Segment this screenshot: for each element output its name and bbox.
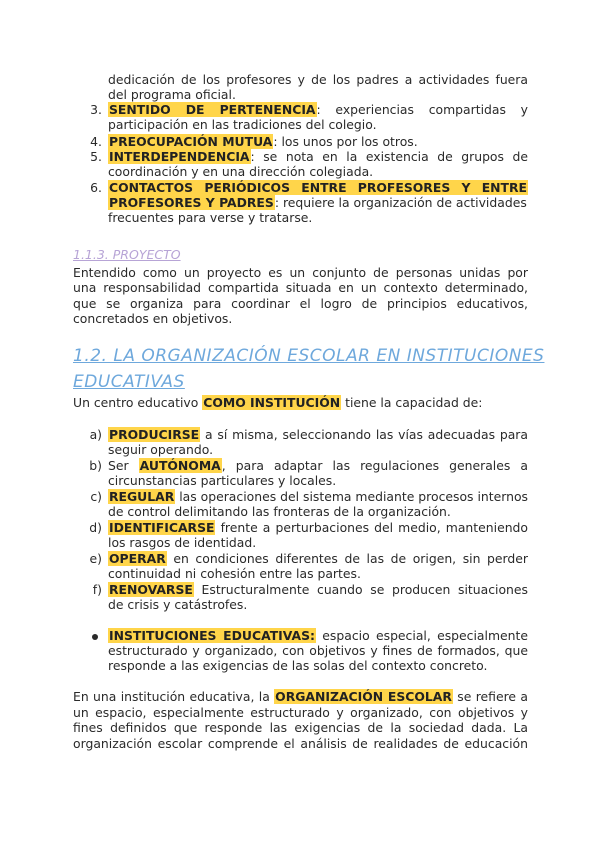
list-letter: c) (90, 489, 102, 504)
highlighted-term: PREOCUPACIÓN MUTUA (109, 134, 273, 149)
list-item (108, 195, 527, 210)
list-number: 4. (90, 134, 102, 149)
list-item-text: en condiciones diferentes de las de origen, sin perder (166, 551, 528, 566)
list-item (108, 489, 528, 504)
highlighted-term: COMO INSTITUCIÓN (203, 395, 341, 410)
bullet-text: responde a las exigencias de las solas del contexto concreto. (108, 658, 488, 673)
list-item (108, 551, 528, 566)
list-item-text: seguir operando. (108, 442, 214, 457)
highlighted-term: PRODUCIRSE (109, 427, 200, 442)
paragraph-line: que se organiza para coordinar el logro de principios educativos, (73, 296, 528, 311)
paragraph-line: una responsabilidad compartida situada en un contexto determinado, (73, 280, 528, 295)
section-heading-1-2: 1.2. LA ORGANIZACIÓN ESCOLAR EN INSTITUCIONES (73, 346, 545, 366)
highlighted-term: AUTÓNOMA (139, 458, 221, 473)
list-item-text: coordinación y en una dirección colegiada. (108, 164, 374, 179)
list-item (108, 520, 528, 535)
section-heading-1-2-cont: EDUCATIVAS (73, 372, 185, 392)
highlighted-term: INTERDEPENDENCIA (109, 149, 250, 164)
bullet-text: espacio especial, especialmente (315, 628, 528, 643)
highlighted-term: IDENTIFICARSE (109, 520, 215, 535)
list-number: 5. (90, 149, 102, 164)
intro-text: tiene la capacidad de: (341, 395, 483, 410)
list-item-text: : los unos por los otros. (273, 134, 418, 149)
list-item-text: Ser (108, 458, 139, 473)
highlighted-term: SENTIDO DE PERTENENCIA (109, 102, 316, 117)
paragraph-line: un espacio, especialmente estructurado y organizado, con objetivos y (73, 705, 528, 720)
highlighted-term: PROFESORES Y PADRES (109, 195, 274, 210)
list-item-text: circunstancias particulares y locales. (108, 473, 337, 488)
list-item-text: continuidad ni cohesión entre las partes. (108, 566, 361, 581)
list-item-text: frente a perturbaciones del medio, manteniendo (215, 520, 528, 535)
highlighted-term: RENOVARSE (109, 582, 193, 597)
body-text-line: del programa oficial. (108, 87, 236, 102)
list-item (108, 582, 528, 597)
highlighted-term: CONTACTOS PERIÓDICOS ENTRE PROFESORES Y ENTRE (109, 180, 527, 195)
list-item (108, 458, 528, 473)
body-text-line: dedicación de los profesores y de los padres a actividades fuera (108, 72, 528, 87)
paragraph-line: fines definidos que responde las exigencias de la sociedad dada. La (73, 720, 528, 735)
highlighted-term: OPERAR (109, 551, 166, 566)
intro-line (73, 395, 482, 410)
highlighted-term: INSTITUCIONES EDUCATIVAS: (109, 628, 315, 643)
bullet-item (108, 628, 528, 643)
list-item-text: los rasgos de identidad. (108, 535, 257, 550)
list-item (108, 180, 528, 195)
list-item-text: , para adaptar las regulaciones generales a (221, 458, 528, 473)
paragraph-line: Entendido como un proyecto es un conjunto de personas unidas por (73, 265, 528, 280)
list-letter: f) (92, 582, 102, 597)
list-item-text: a sí misma, seleccionando las vías adecuadas para (200, 427, 528, 442)
list-item-text: las operaciones del sistema mediante procesos internos (175, 489, 528, 504)
list-letter: a) (89, 427, 102, 442)
list-letter: e) (89, 551, 102, 566)
list-item-text: Estructuralmente cuando se producen situaciones (193, 582, 528, 597)
section-heading-1-1-3: 1.1.3. PROYECTO (73, 247, 181, 262)
intro-text: Un centro educativo (73, 395, 203, 410)
list-number: 6. (90, 180, 102, 195)
paragraph-text: En una institución educativa, la (73, 689, 275, 704)
list-item-text: de crisis y catástrofes. (108, 597, 248, 612)
list-item (108, 149, 528, 164)
paragraph-line (73, 689, 528, 704)
bullet-text: estructurado y organizado, con objetivos y fines de formados, que (108, 643, 528, 658)
paragraph-text: se refiere a (452, 689, 528, 704)
list-letter: b) (89, 458, 102, 473)
list-item-text: : se nota en la existencia de grupos de (250, 149, 528, 164)
list-item-text: : requiere la organización de actividades (274, 195, 527, 210)
paragraph-line: organización escolar comprende el análisis de realidades de educación (73, 736, 528, 751)
bullet-dot (92, 634, 98, 640)
list-letter: d) (89, 520, 102, 535)
list-item-text: frecuentes para verse y tratarse. (108, 210, 313, 225)
list-item (108, 427, 528, 442)
list-item (108, 134, 418, 149)
highlighted-term: REGULAR (109, 489, 175, 504)
highlighted-term: ORGANIZACIÓN ESCOLAR (275, 689, 452, 704)
list-number: 3. (90, 102, 102, 117)
list-item (108, 102, 528, 117)
list-item-text: de control delimitando las fronteras de la organización. (108, 504, 451, 519)
list-item-text: : experiencias compartidas y (316, 102, 528, 117)
paragraph-line: concretados en objetivos. (73, 311, 233, 326)
list-item-text: participación en las tradiciones del colegio. (108, 117, 377, 132)
